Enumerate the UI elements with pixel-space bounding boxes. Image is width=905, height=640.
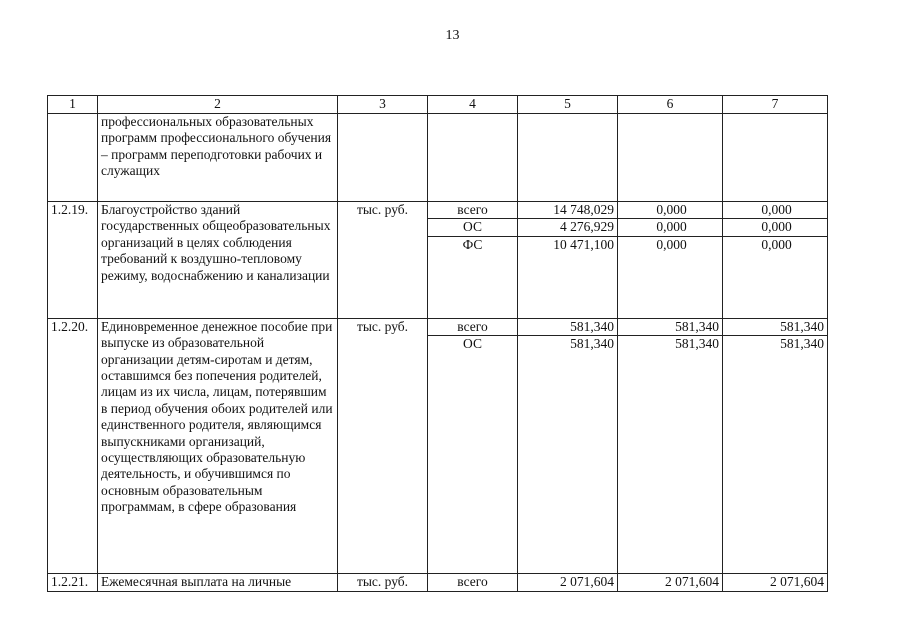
cell-value-6: 581,340 [618, 336, 723, 574]
cell-source: всего [428, 202, 518, 219]
budget-table [47, 95, 828, 592]
cell-value-7 [723, 114, 828, 202]
cell-unit: тыс. руб. [338, 202, 428, 319]
cell-source [428, 114, 518, 202]
cell-unit [338, 114, 428, 202]
cell-value-6 [618, 114, 723, 202]
cell-value-7: 2 071,604 [723, 574, 828, 591]
cell-num: 1.2.21. [48, 574, 98, 591]
cell-value-6: 0,000 [618, 219, 723, 236]
col-header-1: 1 [48, 96, 98, 114]
cell-unit: тыс. руб. [338, 318, 428, 573]
header-row [48, 96, 828, 114]
cell-value-5: 4 276,929 [518, 219, 618, 236]
cell-value-6: 0,000 [618, 236, 723, 318]
cell-value-5: 14 748,029 [518, 202, 618, 219]
cell-value-7: 0,000 [723, 219, 828, 236]
cell-name: Благоустройство зданий государственных общеобразовательных организаций в целях соблюдения требований к воздушно-тепловому режиму, водоснабжению и канализации [98, 202, 338, 319]
cell-num: 1.2.19. [48, 202, 98, 319]
col-header-4: 4 [428, 96, 518, 114]
cell-unit: тыс. руб. [338, 574, 428, 591]
col-header-6: 6 [618, 96, 723, 114]
cell-value-6: 581,340 [618, 318, 723, 335]
col-header-2: 2 [98, 96, 338, 114]
cell-value-6: 0,000 [618, 202, 723, 219]
table-row [48, 202, 828, 219]
col-header-7: 7 [723, 96, 828, 114]
cell-value-5 [518, 114, 618, 202]
cell-value-6: 2 071,604 [618, 574, 723, 591]
cell-name: Единовременное денежное пособие при выпуске из образовательной организации детям-сиротам и детям, оставшимся без попечения родителей, лицам из их числа, лицам, потерявшим в период обучения обоих родителей или единственного родителя, являющимся выпускниками организаций, осуществляющих образовательную деятельность, и обучившимся по основным образовательным программам, в сфере образования [98, 318, 338, 573]
col-header-5: 5 [518, 96, 618, 114]
cell-num [48, 114, 98, 202]
col-header-3: 3 [338, 96, 428, 114]
cell-value-7: 581,340 [723, 336, 828, 574]
cell-source: ФС [428, 236, 518, 318]
cell-value-7: 581,340 [723, 318, 828, 335]
table-row-continuation [48, 114, 828, 202]
cell-num: 1.2.20. [48, 318, 98, 573]
cell-value-5: 581,340 [518, 336, 618, 574]
table-row [48, 318, 828, 335]
cell-name: профессиональных образовательных программ профессионального обучения – программ переподготовки рабочих и служащих [98, 114, 338, 202]
cell-value-7: 0,000 [723, 236, 828, 318]
cell-source: всего [428, 574, 518, 591]
cell-source: всего [428, 318, 518, 335]
table-row [48, 574, 828, 591]
page-number: 13 [445, 28, 460, 43]
cell-source: ОС [428, 336, 518, 574]
cell-name: Ежемесячная выплата на личные [98, 574, 338, 591]
cell-value-5: 581,340 [518, 318, 618, 335]
cell-value-5: 2 071,604 [518, 574, 618, 591]
cell-value-5: 10 471,100 [518, 236, 618, 318]
cell-value-7: 0,000 [723, 202, 828, 219]
cell-source: ОС [428, 219, 518, 236]
